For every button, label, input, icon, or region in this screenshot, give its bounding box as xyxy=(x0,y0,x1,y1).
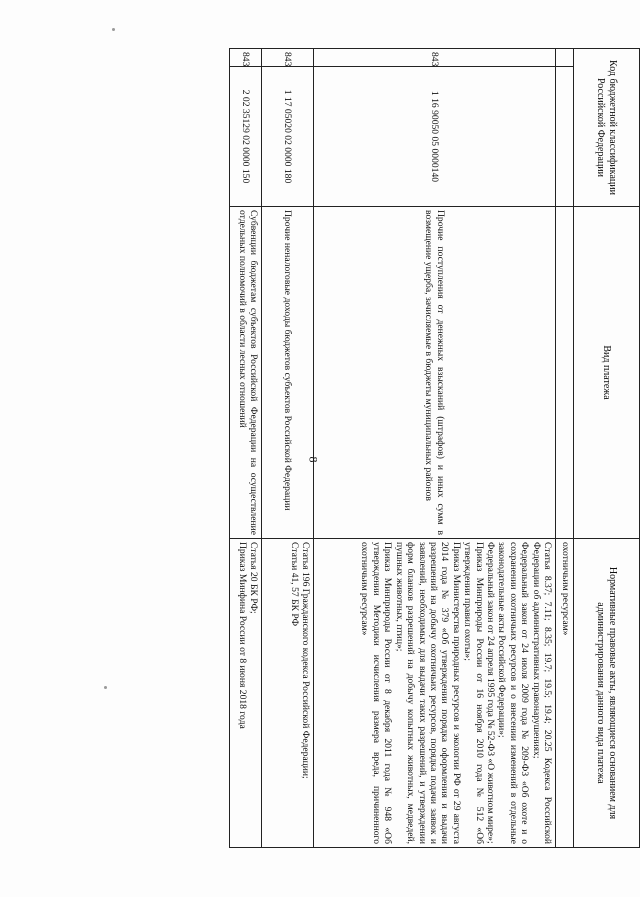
payment-type-cell xyxy=(556,207,574,539)
legal-act-line: Статья 20 БК РФ; xyxy=(248,542,259,614)
header-legal-acts: Нормативные правовые акты, являющиеся основанием для администрирования данного вида платежа xyxy=(574,539,640,848)
legal-act-line: Приказ Минфина России от 8 июня 2018 года xyxy=(236,542,248,729)
admin-code-cell: 843 xyxy=(262,49,314,67)
admin-code-cell xyxy=(556,49,574,67)
budget-classification-table xyxy=(229,48,640,848)
legal-act-line: Приказ Минприроды России от 16 ноября 2010 года № 512 «Об утверждении правил охоты»; xyxy=(462,542,485,844)
legal-act-line: Статья 8.37; 7.11; 8.35; 19.7; 19.5; 19.4; 20.25 Кодекса Российской Федерации об административных правонарушениях; xyxy=(530,542,553,844)
legal-acts-cell xyxy=(314,539,556,848)
header-payment-type: Вид платежа xyxy=(574,207,640,539)
admin-code-cell: 843 xyxy=(230,49,262,67)
legal-act-line: Федеральный закон от 24 июля 2009 года № 209-ФЗ «Об охоте и о сохранении охотничьих ресурсов и о внесении изменений в отдельные законодательные акты Российской Федерации»; xyxy=(496,542,531,844)
legal-acts-cell xyxy=(262,539,314,848)
page-number: 8 xyxy=(306,456,321,463)
kbk-code-cell xyxy=(556,67,574,207)
kbk-code-cell: 1 17 05020 02 0000 180 xyxy=(262,67,314,207)
kbk-code-cell: 2 02 35129 02 0000 150 xyxy=(230,67,262,207)
header-code: Код бюджетной классификации Российской Федерации xyxy=(574,49,640,207)
table-row xyxy=(230,49,262,848)
legal-act-line: Приказ Минприроды России от 8 декабря 2011 года № 948 «Об утверждении Методики исчисления размера вреда, причиненного охотничьим ресурсам» xyxy=(359,542,394,844)
payment-type-cell: Прочие неналоговые доходы бюджетов субъектов Российской Федерации xyxy=(262,207,314,539)
admin-code-cell: 843 xyxy=(314,49,556,67)
legal-acts-cell xyxy=(230,539,262,848)
payment-type-cell: Прочие поступления от денежных взысканий (штрафов) и иных сумм в возмещение ущерба, зачисляемые в бюджеты муниципальных районов xyxy=(314,207,556,539)
payment-type-cell: Субвенции бюджетам субъектов Российской Федерации на осуществление отдельных полномочий в области лесных отношений xyxy=(230,207,262,539)
legal-act-line: Приказ Министерства природных ресурсов и экологии РФ от 29 августа 2014 года № 379 «Об утверждении порядка оформления и выдачи разрешений на добычу охотничьих ресурсов, порядка подачи заявок и заявлений, необходимых для выдачи таких разрешений, и утверждении форм бланков разрешений на добычу копытных животных, медведей, пушных животных, птиц»; xyxy=(393,542,462,844)
kbk-code-cell: 1 16 90050 05 0000140 xyxy=(314,67,556,207)
legal-acts-cell xyxy=(556,539,574,848)
table-row xyxy=(262,49,314,848)
legal-act-line: Федеральный закон от 24 апреля 1995 года № 52-ФЗ «О животном мире»; xyxy=(484,542,496,844)
table-row xyxy=(314,49,556,848)
scan-speck xyxy=(104,686,107,689)
legal-act-line: Статья 196 Гражданского кодекса Российской Федерации; xyxy=(300,542,311,779)
scan-speck xyxy=(112,28,115,31)
table-row xyxy=(556,49,574,848)
table-header-row xyxy=(574,49,640,848)
legal-act-line: Статьи 41, 57 БК РФ xyxy=(288,542,300,627)
rotated-table-sheet xyxy=(60,48,640,848)
legal-act-line: охотничьим ресурсам» xyxy=(560,542,571,636)
